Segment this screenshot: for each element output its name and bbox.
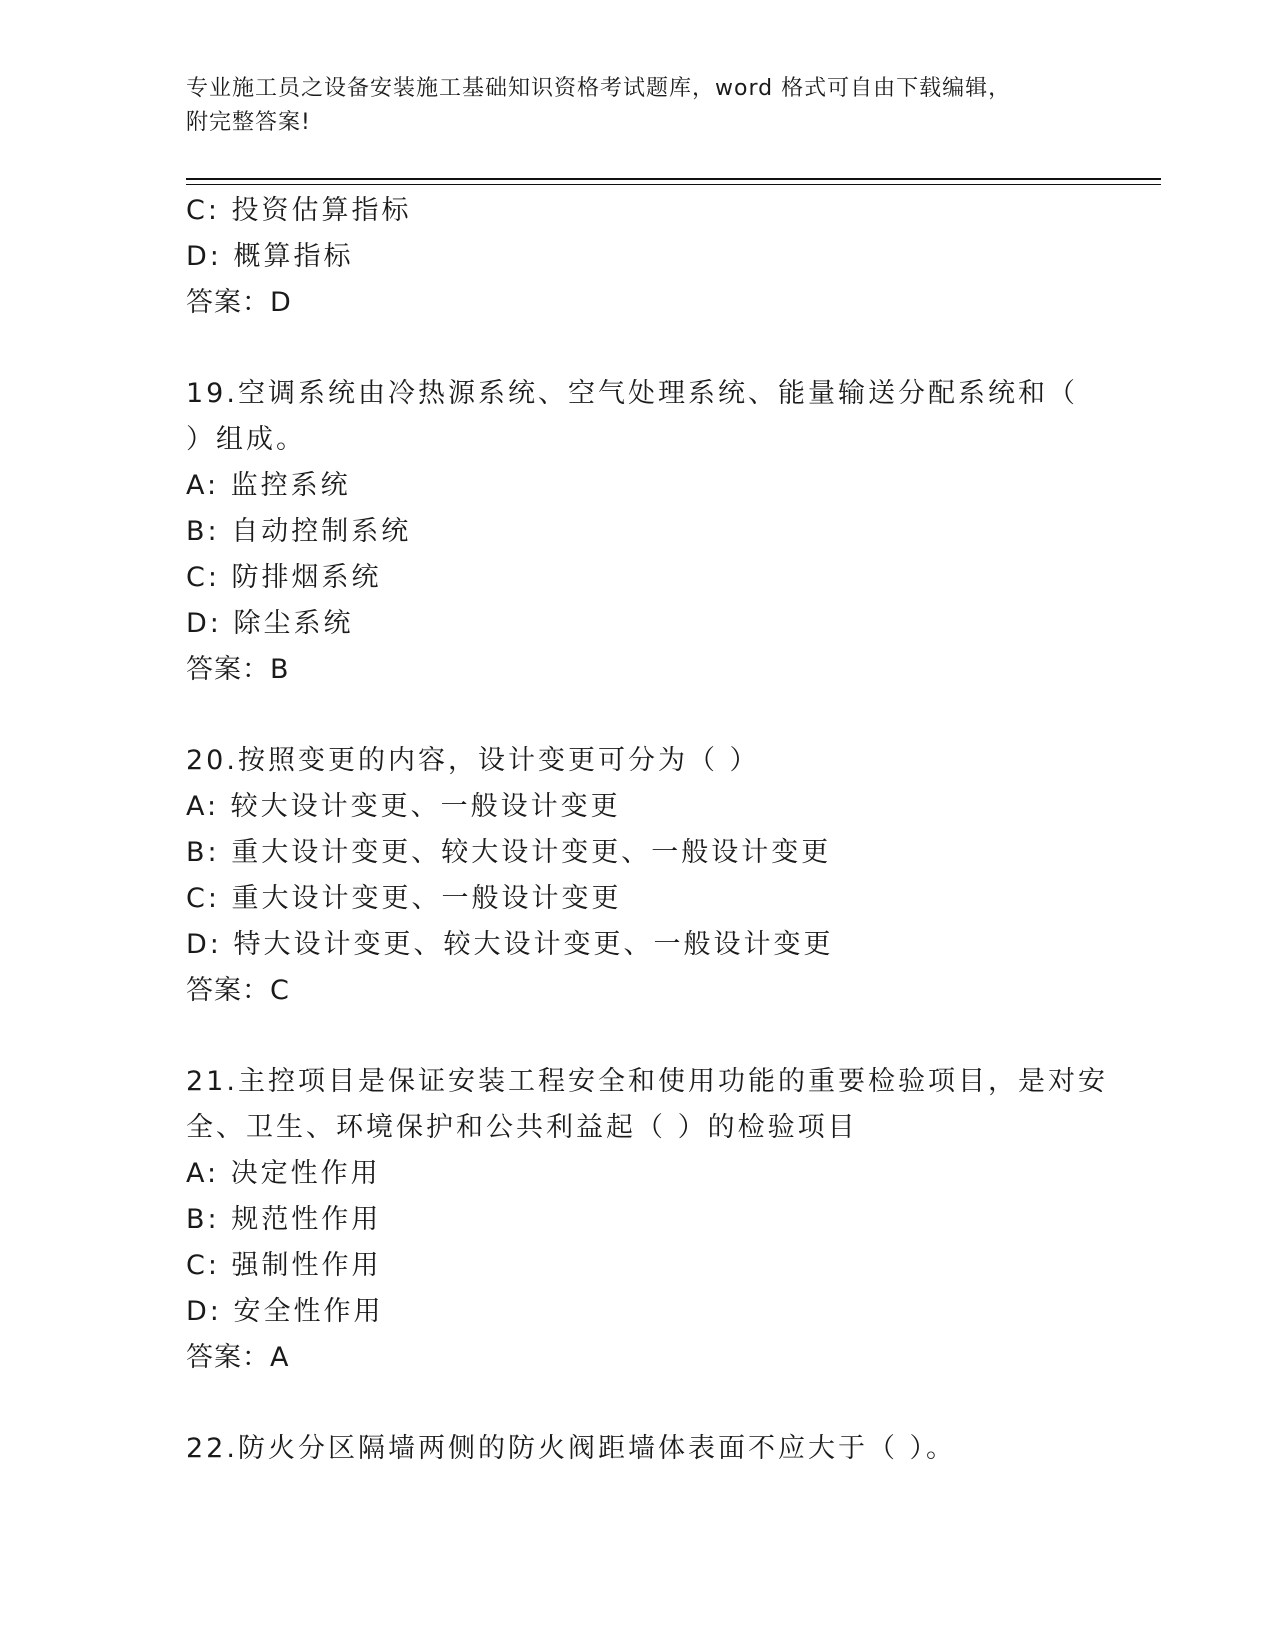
question-stem: 20.按照变更的内容，设计变更可分为（ ） <box>186 745 760 776</box>
question-19 <box>186 371 1106 693</box>
answer: 答案：D <box>186 287 292 318</box>
option-c: C: 投资估算指标 <box>186 195 412 226</box>
document-header <box>186 72 1086 140</box>
option-c: C: 强制性作用 <box>186 1250 382 1281</box>
question-21 <box>186 1059 1106 1381</box>
header-divider-thick <box>186 178 1161 180</box>
option-b: B: 自动控制系统 <box>186 516 412 547</box>
question-20 <box>186 738 1106 1014</box>
header-line-1: 专业施工员之设备安装施工基础知识资格考试题库，word 格式可自由下载编辑， <box>186 76 1012 101</box>
option-d: D: 概算指标 <box>186 241 354 272</box>
option-d: D: 除尘系统 <box>186 608 354 639</box>
document-body <box>186 188 1106 1472</box>
option-d: D: 特大设计变更、较大设计变更、一般设计变更 <box>186 929 834 960</box>
header-divider-thin <box>186 184 1161 185</box>
option-b: B: 重大设计变更、较大设计变更、一般设计变更 <box>186 837 832 868</box>
option-a: A: 监控系统 <box>186 470 351 501</box>
question-stem: 22.防火分区隔墙两侧的防火阀距墙体表面不应大于（ ）。 <box>186 1433 957 1464</box>
option-c: C: 防排烟系统 <box>186 562 382 593</box>
option-a: A: 决定性作用 <box>186 1158 381 1189</box>
option-b: B: 规范性作用 <box>186 1204 382 1235</box>
option-c: C: 重大设计变更、一般设计变更 <box>186 883 622 914</box>
answer: 答案：B <box>186 654 290 685</box>
question-22 <box>186 1426 1106 1472</box>
header-line-2: 附完整答案! <box>186 110 311 135</box>
answer: 答案：C <box>186 975 290 1006</box>
option-a: A: 较大设计变更、一般设计变更 <box>186 791 621 822</box>
question-18-continued <box>186 188 1106 326</box>
answer: 答案：A <box>186 1342 290 1373</box>
question-stem: 21.主控项目是保证安装工程安全和使用功能的重要检验项目，是对安 <box>186 1066 1108 1097</box>
question-stem: 全、卫生、环境保护和公共利益起（ ）的检验项目 <box>186 1112 858 1143</box>
question-stem: 19.空调系统由冷热源系统、空气处理系统、能量输送分配系统和（ <box>186 378 1078 409</box>
question-stem: ）组成。 <box>186 424 306 455</box>
option-d: D: 安全性作用 <box>186 1296 384 1327</box>
